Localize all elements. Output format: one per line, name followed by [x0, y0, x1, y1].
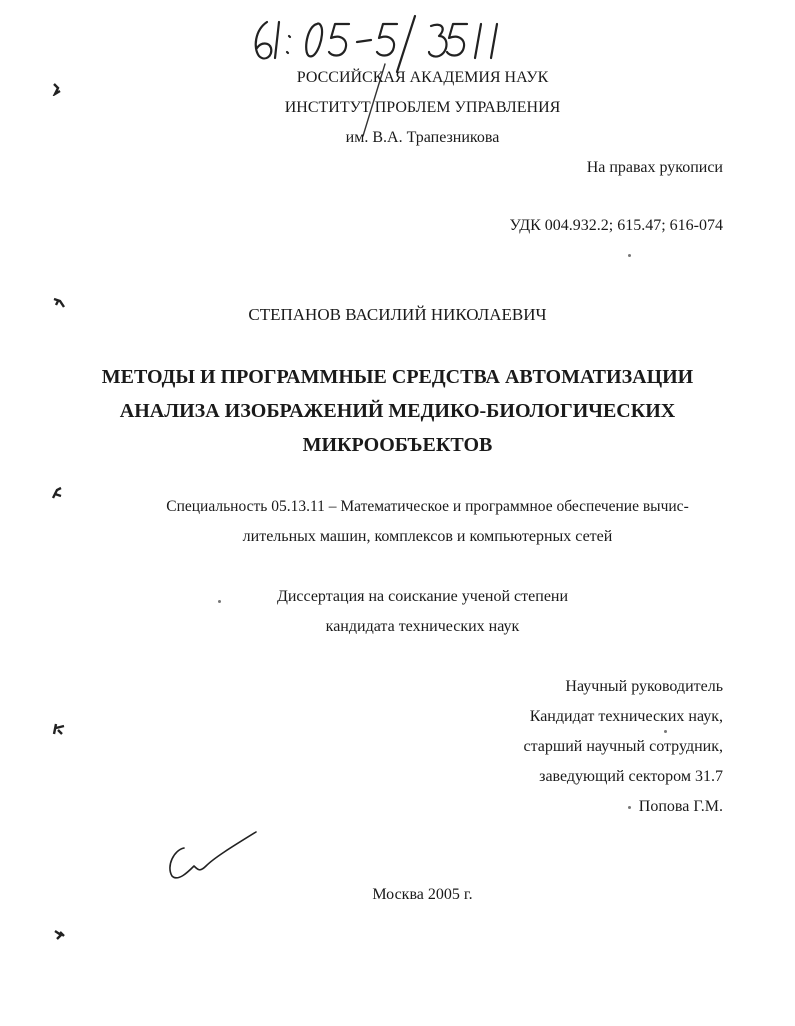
- thesis-title-line-3: МИКРООБЪЕКТОВ: [302, 434, 493, 456]
- scan-binding-mark-3: [50, 486, 64, 500]
- place-and-year: Москва 2005 г.: [372, 886, 473, 903]
- scan-binding-mark-5: [52, 928, 66, 942]
- scan-speck: [218, 600, 221, 603]
- handwritten-signature: [160, 826, 270, 886]
- manuscript-rights: На правах рукописи: [586, 159, 723, 176]
- dissertation-line-2: кандидата технических наук: [325, 618, 520, 635]
- dissertation-line-1: Диссертация на соискание ученой степени: [276, 588, 569, 605]
- scan-speck: [628, 254, 631, 257]
- institute-named-after: им. В.А. Трапезникова: [345, 129, 500, 146]
- scan-binding-mark-4: [52, 722, 66, 736]
- supervisor-role: заведующий сектором 31.7: [539, 768, 723, 785]
- scan-binding-mark-1: [50, 82, 64, 96]
- thesis-title-line-2: АНАЛИЗА ИЗОБРАЖЕНИЙ МЕДИКО-БИОЛОГИЧЕСКИХ: [119, 400, 676, 422]
- scan-binding-mark-2: [52, 295, 66, 309]
- udc-code: УДК 004.932.2; 615.47; 616-074: [509, 217, 723, 234]
- author-name: СТЕПАНОВ ВАСИЛИЙ НИКОЛАЕВИЧ: [248, 305, 547, 324]
- supervisor-heading: Научный руководитель: [565, 678, 723, 695]
- specialty-line-1: Специальность 05.13.11 – Математическое и программное обеспечение вычис-: [166, 498, 689, 515]
- supervisor-name: Попова Г.М.: [638, 798, 723, 815]
- scan-speck: [664, 730, 667, 733]
- scan-speck: [628, 806, 631, 809]
- supervisor-position: старший научный сотрудник,: [523, 738, 723, 755]
- thesis-title-line-1: МЕТОДЫ И ПРОГРАММНЫЕ СРЕДСТВА АВТОМАТИЗАЦИИ: [101, 366, 694, 388]
- specialty-line-2: лительных машин, комплексов и компьютерных сетей: [242, 528, 613, 545]
- supervisor-degree: Кандидат технических наук,: [529, 708, 723, 725]
- institute-name: ИНСТИТУТ ПРОБЛЕМ УПРАВЛЕНИЯ: [284, 99, 561, 116]
- academy-name: РОССИЙСКАЯ АКАДЕМИЯ НАУК: [296, 69, 549, 86]
